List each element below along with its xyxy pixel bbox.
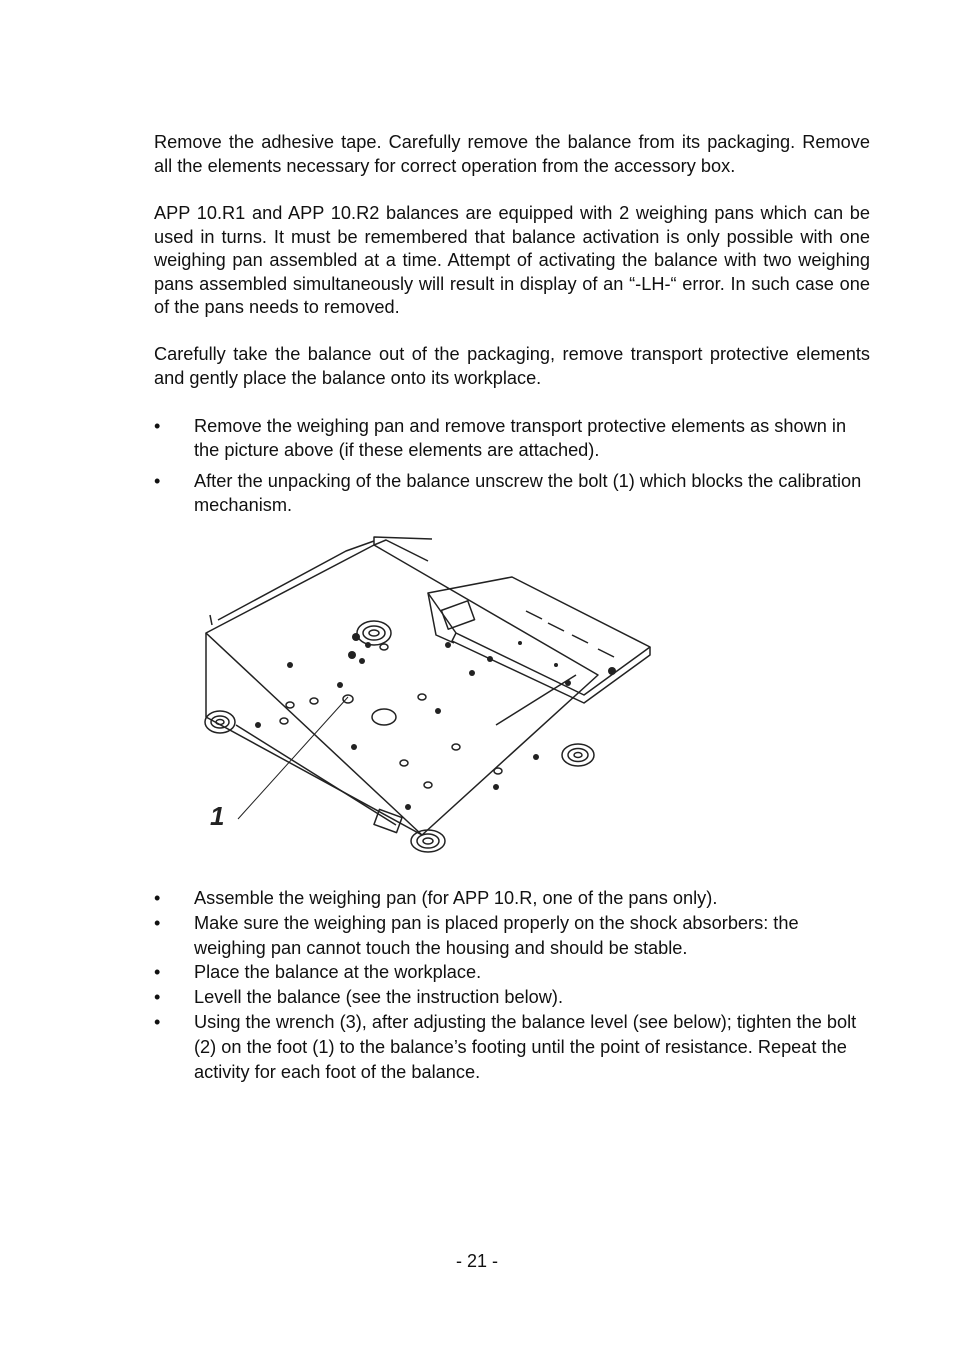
- balance-drawing: [196, 525, 656, 860]
- list-item: [154, 1010, 870, 1084]
- list-item-text: Remove the weighing pan and remove transport protective elements as shown in the picture above (if these elements are attached).: [194, 416, 847, 460]
- bolt-1-marker: [343, 695, 353, 703]
- list-item-text: Assemble the weighing pan (for APP 10.R, one of the pans only).: [194, 888, 718, 908]
- list-item-text: Make sure the weighing pan is placed properly on the shock absorbers: the weighing pan cannot touch the housing and should be stable.: [194, 912, 799, 958]
- bullet-list-bottom: [154, 886, 870, 1084]
- list-item: [154, 985, 870, 1010]
- foot-right: [562, 744, 594, 766]
- intro-paragraph-2: APP 10.R1 and APP 10.R2 balances are equipped with 2 weighing pans which can be used in turns. It must be remembered that balance activation is only possible with one weighing pan assembled at a time. Attempt of activating the balance with two weighing pans assembled simultaneously will result in display of an “-LH-“ error. In such case one of the pans needs to removed.: [154, 203, 870, 317]
- foot-back: [357, 621, 391, 645]
- display-module-outline: [428, 577, 650, 695]
- bullet-icon: •: [154, 888, 161, 908]
- list-item-text: Using the wrench (3), after adjusting the balance level (see below); tighten the bolt (2) on the foot (1) to the balance’s footing until the point of resistance. Repeat the activity for each foot of the balance.: [194, 1011, 857, 1082]
- bullet-icon: •: [154, 987, 161, 1008]
- list-item-text: Levell the balance (see the instruction below).: [194, 987, 564, 1008]
- bullet-icon: •: [154, 962, 161, 983]
- balance-underside-figure: [196, 525, 656, 860]
- bullet-icon: •: [154, 1011, 161, 1032]
- list-item: [154, 960, 870, 985]
- base-plate-outline: [206, 545, 598, 835]
- bullet-icon: •: [154, 471, 161, 491]
- bullet-icon: •: [154, 912, 161, 933]
- center-hole: [372, 709, 396, 725]
- bullet-icon: •: [154, 416, 161, 436]
- bullet-list-top: [154, 414, 870, 517]
- list-item: [154, 469, 870, 517]
- list-item: [154, 886, 870, 911]
- page-number: - 21 -: [455, 1251, 498, 1271]
- foot-left: [205, 711, 235, 733]
- fastener-dots: [255, 633, 616, 810]
- intro-paragraph-3: Carefully take the balance out of the packaging, remove transport protective elements and gently place the balance onto its workplace.: [154, 344, 870, 388]
- list-item-text: Place the balance at the workplace.: [194, 962, 482, 983]
- list-item-text: After the unpacking of the balance unscrew the bolt (1) which blocks the calibration mechanism.: [194, 471, 862, 515]
- intro-paragraph-1: Remove the adhesive tape. Carefully remove the balance from its packaging. Remove all the elements necessary for correct operation from the accessory box.: [154, 132, 870, 176]
- list-item: [154, 911, 870, 961]
- callout-label-1: 1: [210, 801, 225, 831]
- list-item: [154, 414, 870, 462]
